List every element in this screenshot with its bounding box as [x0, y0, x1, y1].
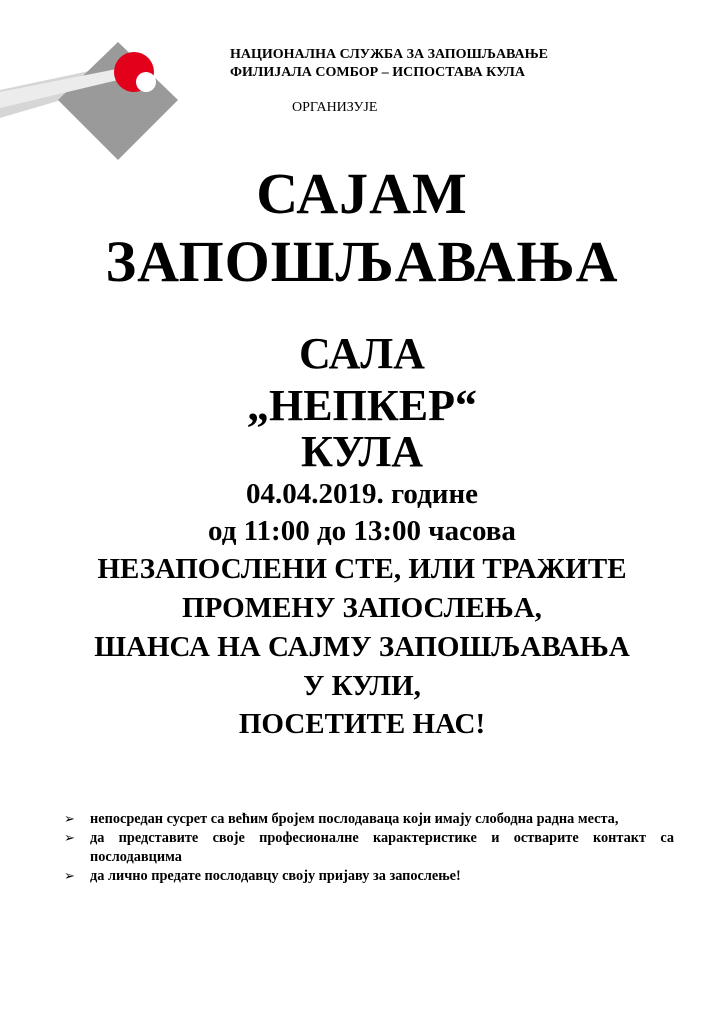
- title-line-2: ЗАПОШЉАВАЊА: [105, 229, 619, 294]
- arrow-bullet-icon: ➢: [64, 831, 75, 846]
- venue-line-1: САЛА: [299, 329, 425, 378]
- list-item-text: да представите своје професионалне карактеристике и остварите контакт са послодавцима: [90, 830, 674, 865]
- list-item: [64, 810, 674, 829]
- event-time: од 11:00 до 13:00 часова: [208, 515, 516, 547]
- org-branch-line: ФИЛИЈАЛА СОМБОР – ИСПОСТАВА КУЛА: [230, 65, 525, 80]
- nsz-logo-icon: [0, 38, 180, 163]
- organizes-label: ОРГАНИЗУЈЕ: [292, 100, 378, 115]
- message-line-3: ШАНСА НА САЈМУ ЗАПОШЉАВАЊА: [94, 631, 630, 663]
- venue-line-3: КУЛА: [300, 427, 424, 476]
- list-item-text: непосредан сусрет са већим бројем послодаваца који имају слободна радна места,: [90, 811, 619, 827]
- benefits-list: [64, 810, 674, 886]
- event-date: 04.04.2019. године: [245, 478, 479, 510]
- message-line-1: НЕЗАПОСЛЕНИ СТЕ, ИЛИ ТРАЖИТЕ: [97, 553, 627, 585]
- arrow-bullet-icon: ➢: [64, 869, 75, 884]
- message-line-2: ПРОМЕНУ ЗАПОСЛЕЊА,: [182, 592, 542, 624]
- title-line-1: САЈАМ: [256, 161, 468, 226]
- list-item: [64, 829, 674, 867]
- arrow-bullet-icon: ➢: [64, 812, 75, 827]
- venue-line-2: „НЕПКЕР“: [247, 381, 477, 430]
- org-name-line: НАЦИОНАЛНА СЛУЖБА ЗА ЗАПОШЉАВАЊЕ: [230, 47, 548, 62]
- message-line-4: У КУЛИ,: [303, 670, 421, 702]
- message-line-5: ПОСЕТИТЕ НАС!: [238, 708, 486, 740]
- list-item: [64, 867, 674, 886]
- list-item-text: да лично предате послодавцу своју пријаву за запослење!: [90, 868, 461, 884]
